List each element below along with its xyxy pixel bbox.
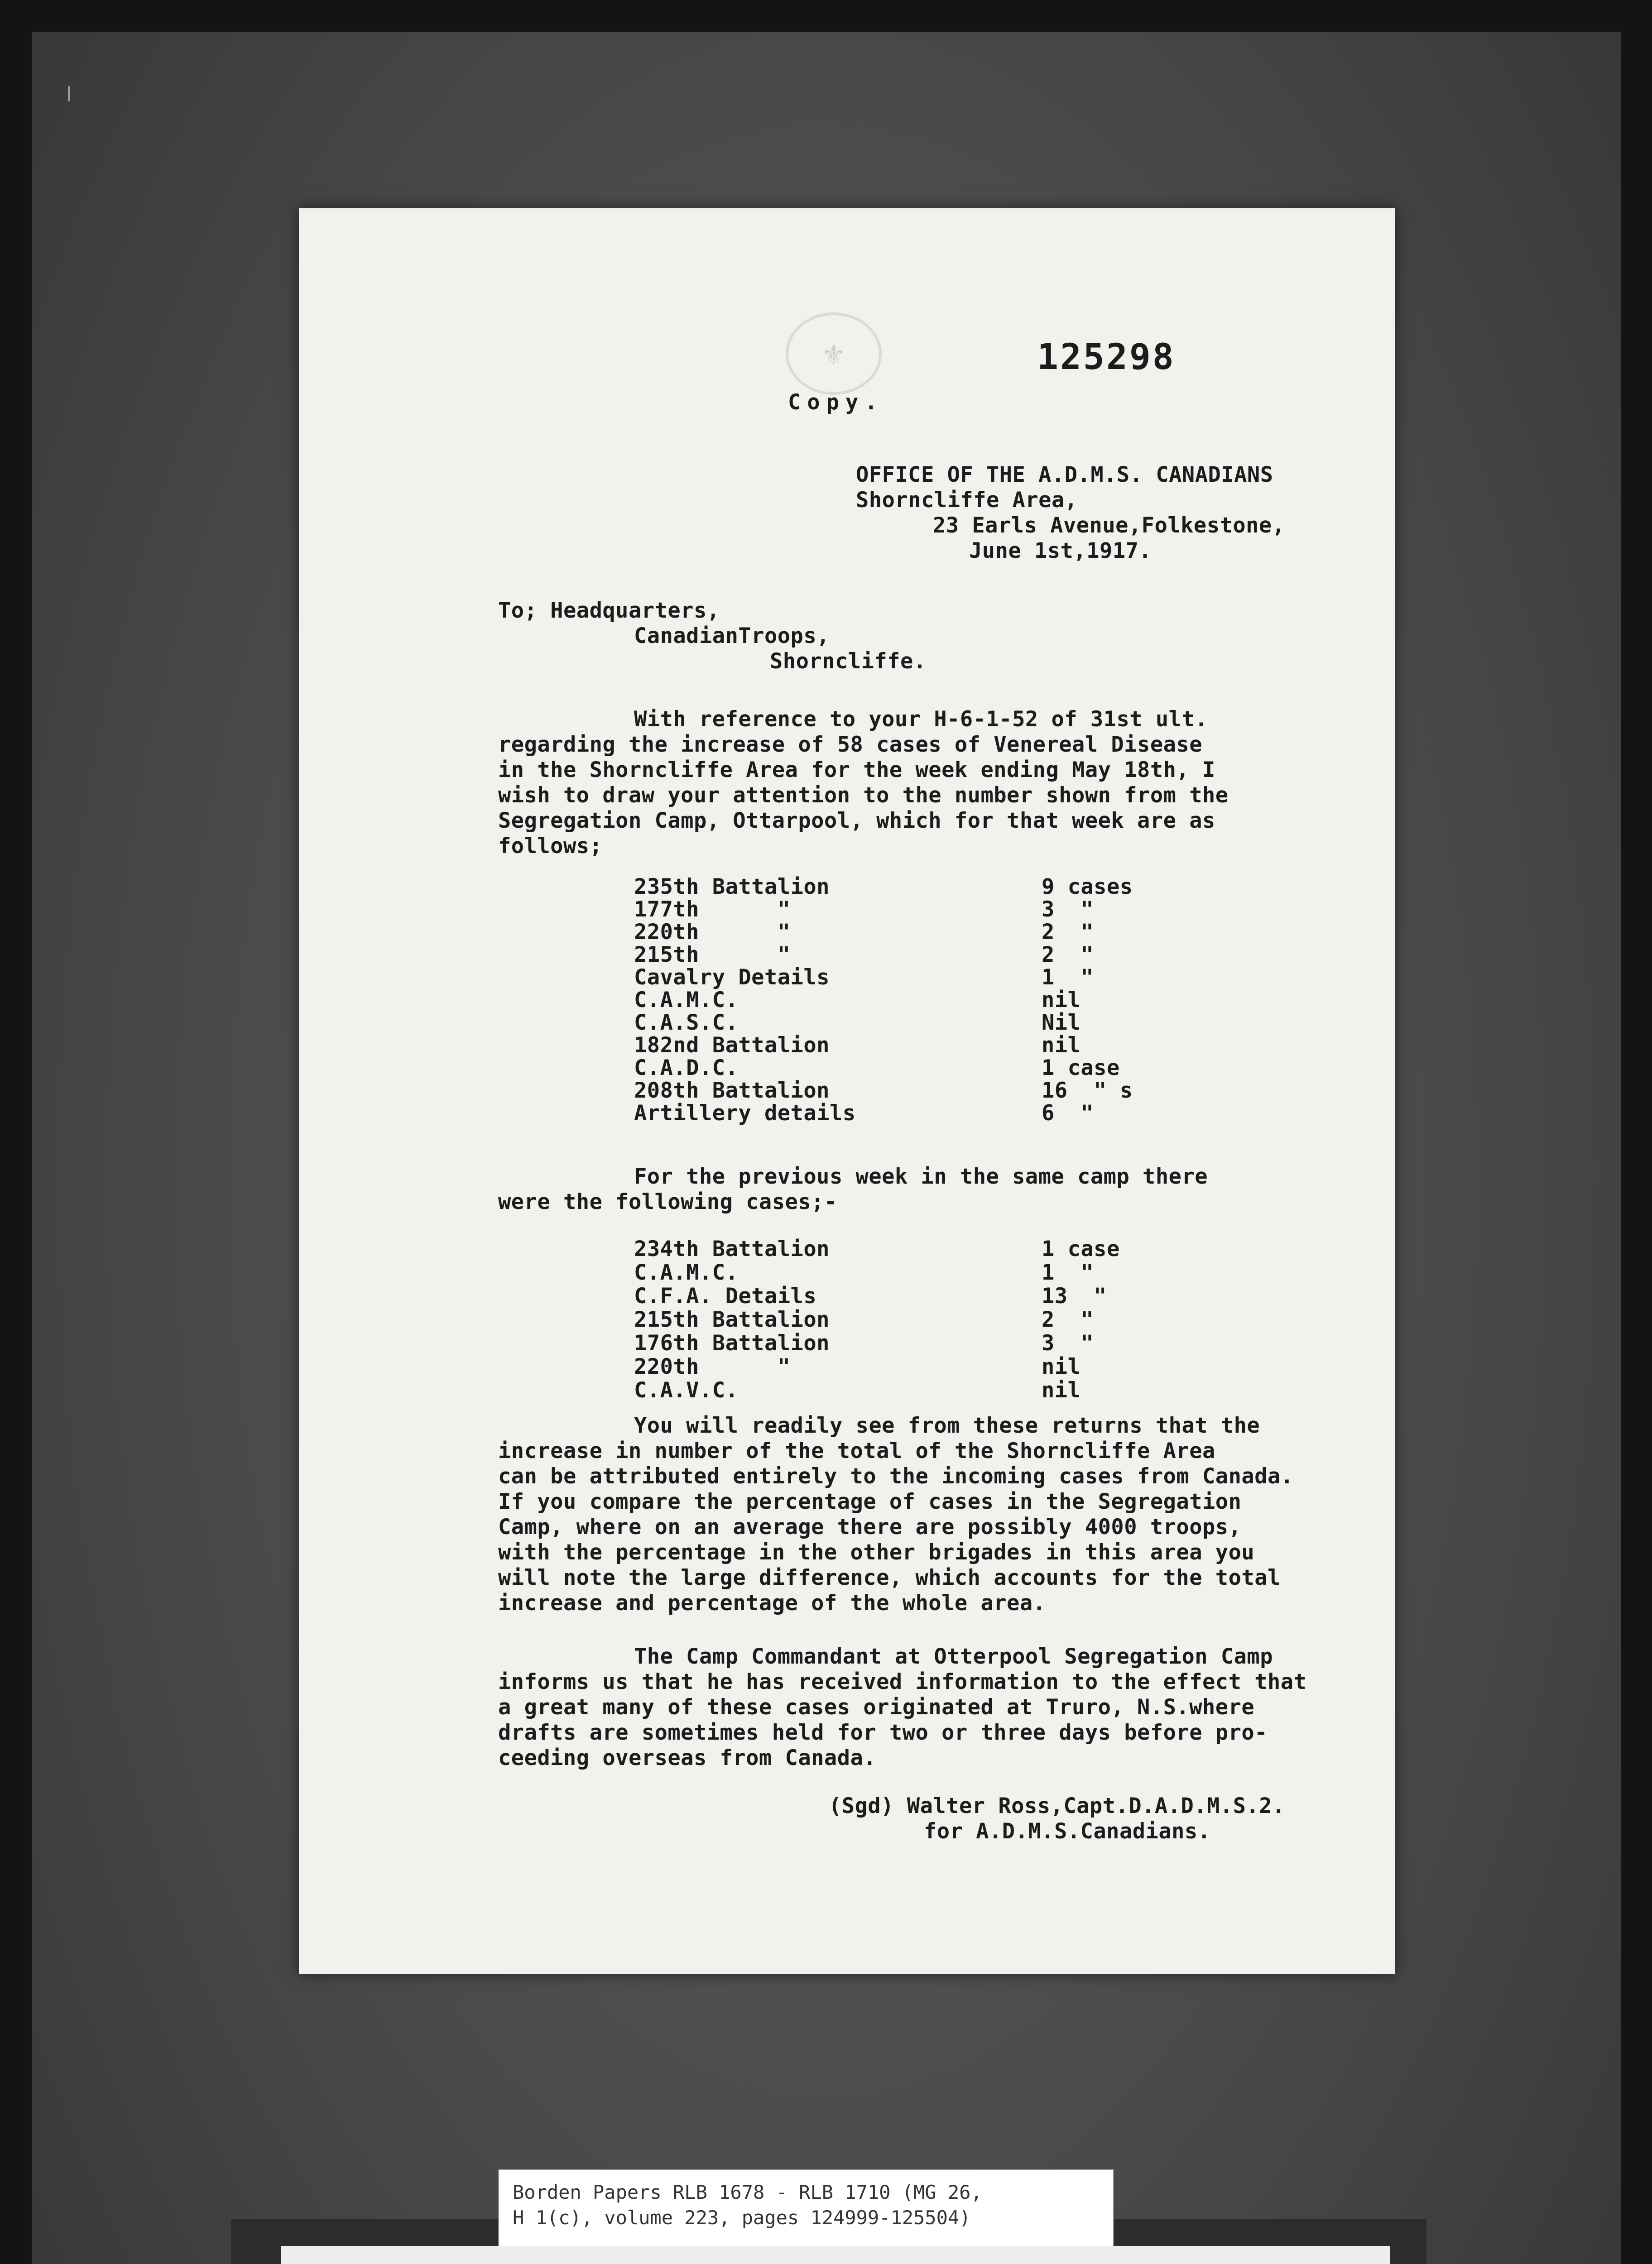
para4-line-4: drafts are sometimes held for two or three days before pro- — [498, 1720, 1268, 1745]
para4-line-2: informs us that he has received information to the effect that — [498, 1669, 1307, 1694]
letterhead-line-2: Shorncliffe Area, — [856, 488, 1078, 513]
para3-line-6: with the percentage in the other brigades in this area you — [498, 1540, 1255, 1565]
para3-line-2: increase in number of the total of the Shorncliffe Area — [498, 1439, 1215, 1463]
archives-card — [281, 2246, 1390, 2264]
para3-line-4: If you compare the percentage of cases in the Segregation — [498, 1489, 1242, 1514]
para4-line-5: ceeding overseas from Canada. — [498, 1746, 877, 1770]
para3-line-3: can be attributed entirely to the incoming cases from Canada. — [498, 1464, 1294, 1489]
signature-line-1: (Sgd) Walter Ross,Capt.D.A.D.M.S.2. — [829, 1794, 1285, 1818]
para3-line-7: will note the large difference, which accounts for the total — [498, 1565, 1281, 1590]
recipient-line-2: CanadianTroops, — [634, 624, 830, 648]
para1-line-2: regarding the increase of 58 cases of Venereal Disease — [498, 732, 1203, 757]
film-mark — [68, 86, 70, 101]
para1-line-3: in the Shorncliffe Area for the week ending May 18th, I — [498, 758, 1215, 782]
document-number: 125298 — [1037, 337, 1176, 378]
collection-label — [498, 2169, 1114, 2250]
embossed-seal-icon: ⚜ — [786, 312, 882, 395]
letterhead-line-1: OFFICE OF THE A.D.M.S. CANADIANS — [856, 462, 1273, 487]
letterhead-date: June 1st,1917. — [969, 538, 1152, 563]
para1-line-5: Segregation Camp, Ottarpool, which for that week are as — [498, 808, 1215, 833]
para4-line-3: a great many of these cases originated at Truro, N.S.where — [498, 1695, 1255, 1720]
cases-table-week-1: 235th Battalion 9 cases 177th " 3 " 220th " 2 " 215th " 2 " Cavalry Details 1 " C.A.M.C. nil C.A.S.C. Nil 182nd Battalion nil C.A.D.C. 1 case 208th Battalion 16 " s Artillery details 6 " — [634, 874, 1133, 1126]
collection-label-line-2: H 1(c), volume 223, pages 124999-125504) — [513, 2206, 971, 2229]
para3-line-5: Camp, where on an average there are possibly 4000 troops, — [498, 1515, 1242, 1540]
para2-line-2: were the following cases;- — [498, 1190, 837, 1214]
cases-table-week-2: 234th Battalion 1 case C.A.M.C. 1 " C.F.A. Details 13 " 215th Battalion 2 " 176th Battalion 3 " 220th " nil C.A.V.C. nil — [634, 1237, 1120, 1403]
para3-line-8: increase and percentage of the whole area. — [498, 1591, 1046, 1616]
para1-line-6: follows; — [498, 834, 603, 859]
recipient-line-1: To; Headquarters, — [498, 598, 720, 623]
signature-line-2: for A.D.M.S.Canadians. — [924, 1819, 1211, 1844]
collection-label-line-1: Borden Papers RLB 1678 - RLB 1710 (MG 26, — [513, 2181, 982, 2203]
recipient-line-3: Shorncliffe. — [770, 649, 927, 674]
letterhead-line-3: 23 Earls Avenue,Folkestone, — [933, 513, 1285, 538]
para3-line-1: You will readily see from these returns that the — [634, 1413, 1260, 1438]
document-page — [299, 208, 1395, 1974]
para2-line-1: For the previous week in the same camp there — [634, 1164, 1208, 1189]
para1-line-4: wish to draw your attention to the number shown from the — [498, 783, 1229, 808]
para4-line-1: The Camp Commandant at Otterpool Segregation Camp — [634, 1644, 1273, 1669]
copy-label: Copy. — [788, 390, 884, 415]
para1-line-1: With reference to your H-6-1-52 of 31st ult. — [634, 707, 1208, 732]
